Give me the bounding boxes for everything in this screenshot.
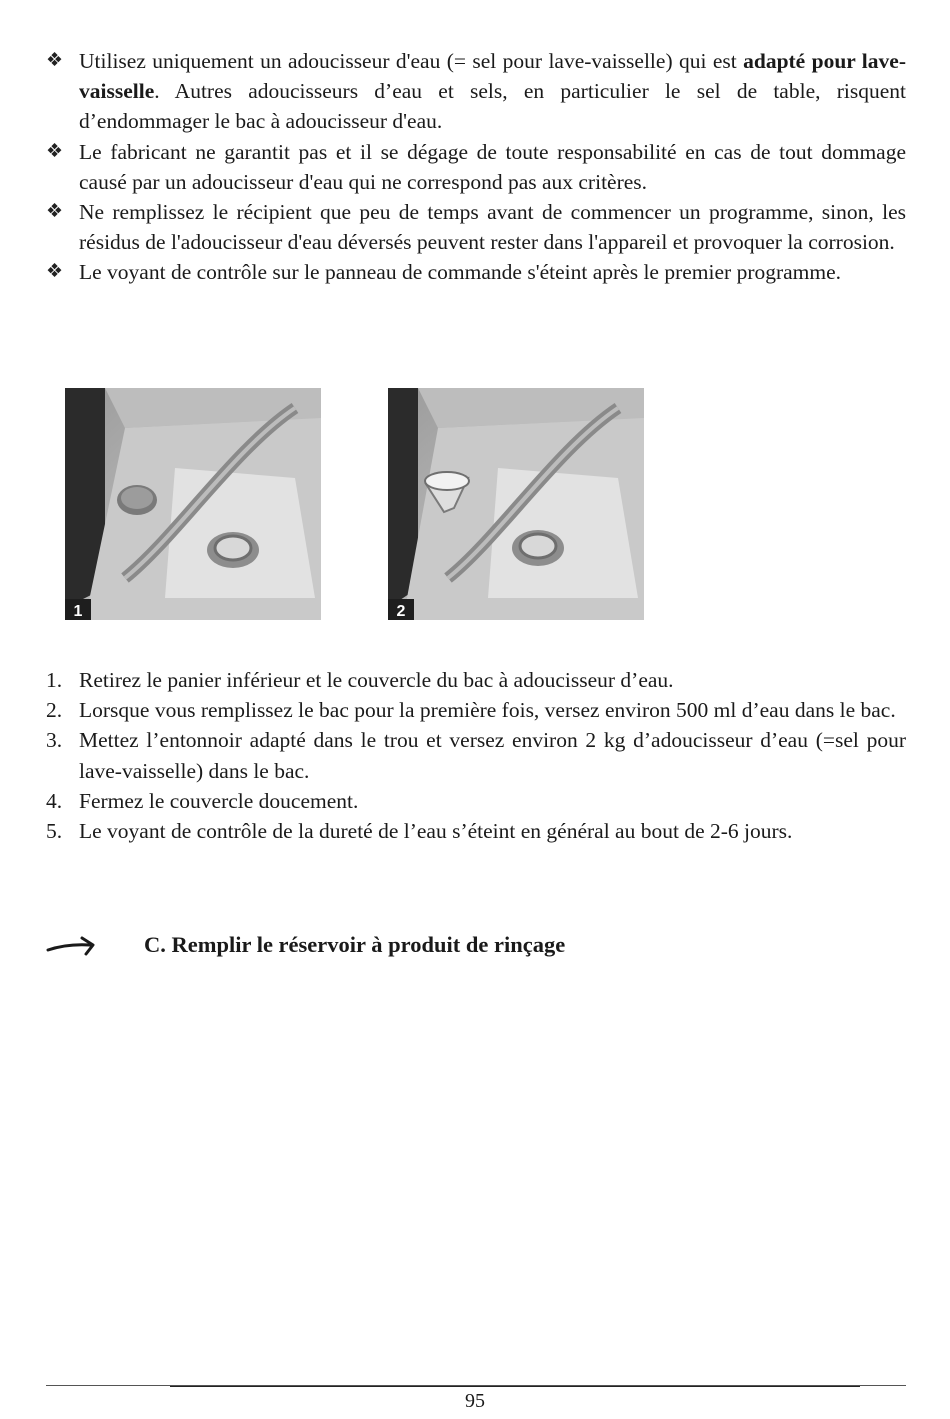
step-number: 1. <box>46 668 63 692</box>
arrow-right-icon <box>46 934 98 958</box>
section-heading <box>46 930 906 966</box>
instruction-steps <box>46 665 906 846</box>
section-title: C. Remplir le réservoir à produit de rinçage <box>144 932 566 957</box>
step-number: 2. <box>46 698 63 723</box>
step-number: 5. <box>46 819 63 844</box>
instruction-step <box>46 665 906 695</box>
diamond-bullet-icon: ❖ <box>46 50 64 71</box>
instruction-step <box>46 695 906 725</box>
warning-bullet <box>46 197 906 257</box>
diamond-bullet-icon: ❖ <box>46 261 64 283</box>
step-text: Retirez le panier inférieur et le couvercle du bac à adoucisseur d’eau. <box>79 668 674 692</box>
bullet-text: Utilisez uniquement un adoucisseur d'eau (= sel pour lave-vaisselle) qui est <box>79 49 744 73</box>
diamond-bullet-icon: ❖ <box>46 201 64 223</box>
step-number: 3. <box>46 728 63 753</box>
warning-bullet <box>46 137 906 197</box>
instruction-step <box>46 725 906 785</box>
figure-label: 1 <box>73 603 83 620</box>
instruction-step <box>46 786 906 816</box>
bullet-text: Le voyant de contrôle sur le panneau de commande s'éteint après le premier programme. <box>79 260 842 285</box>
footer-divider-inner <box>170 1386 860 1387</box>
figure-softener-funnel <box>388 388 644 620</box>
bullet-text: Le fabricant ne garantit pas et il se dégage de toute responsabilité en cas de tout dommage causé par un adoucisseur d'eau qui ne correspond pas aux critères. <box>79 139 906 194</box>
instruction-step <box>46 816 906 846</box>
step-text: Fermez le couvercle doucement. <box>79 788 359 813</box>
step-text: Le voyant de contrôle de la dureté de l’eau s’éteint en général au bout de 2-6 jours. <box>79 819 793 844</box>
step-number: 4. <box>46 788 63 813</box>
bullet-text: Ne remplissez le récipient que peu de temps avant de commencer un programme, sinon, les résidus de l'adoucisseur d'eau déversés peuvent rester dans l'appareil et provoquer la corrosion. <box>79 200 906 255</box>
page-number: 95 <box>465 1390 485 1412</box>
warning-bullet <box>46 46 906 137</box>
warning-bullet <box>46 257 906 287</box>
bullet-text: . Autres adoucisseurs d’eau et sels, en particulier le sel de table, risquent d’endommager le bac à adoucisseur d'eau. <box>79 79 906 134</box>
dishwasher-floor-image-1 <box>65 388 321 620</box>
bullet-emphasis: adapté pour lave-vaisselle <box>79 49 906 104</box>
diamond-bullet-icon: ❖ <box>46 140 64 162</box>
warning-bullet-list <box>46 46 906 288</box>
step-text: Lorsque vous remplissez le bac pour la première fois, versez environ 500 ml d’eau dans le bac. <box>79 698 896 723</box>
dishwasher-floor-image-2 <box>388 388 644 620</box>
figure-label: 2 <box>396 603 406 620</box>
figure-softener-cap-closed <box>65 388 321 620</box>
step-text: Mettez l’entonnoir adapté dans le trou et versez environ 2 kg d’adoucisseur d’eau (=sel pour lave-vaisselle) dans le bac. <box>79 728 906 783</box>
